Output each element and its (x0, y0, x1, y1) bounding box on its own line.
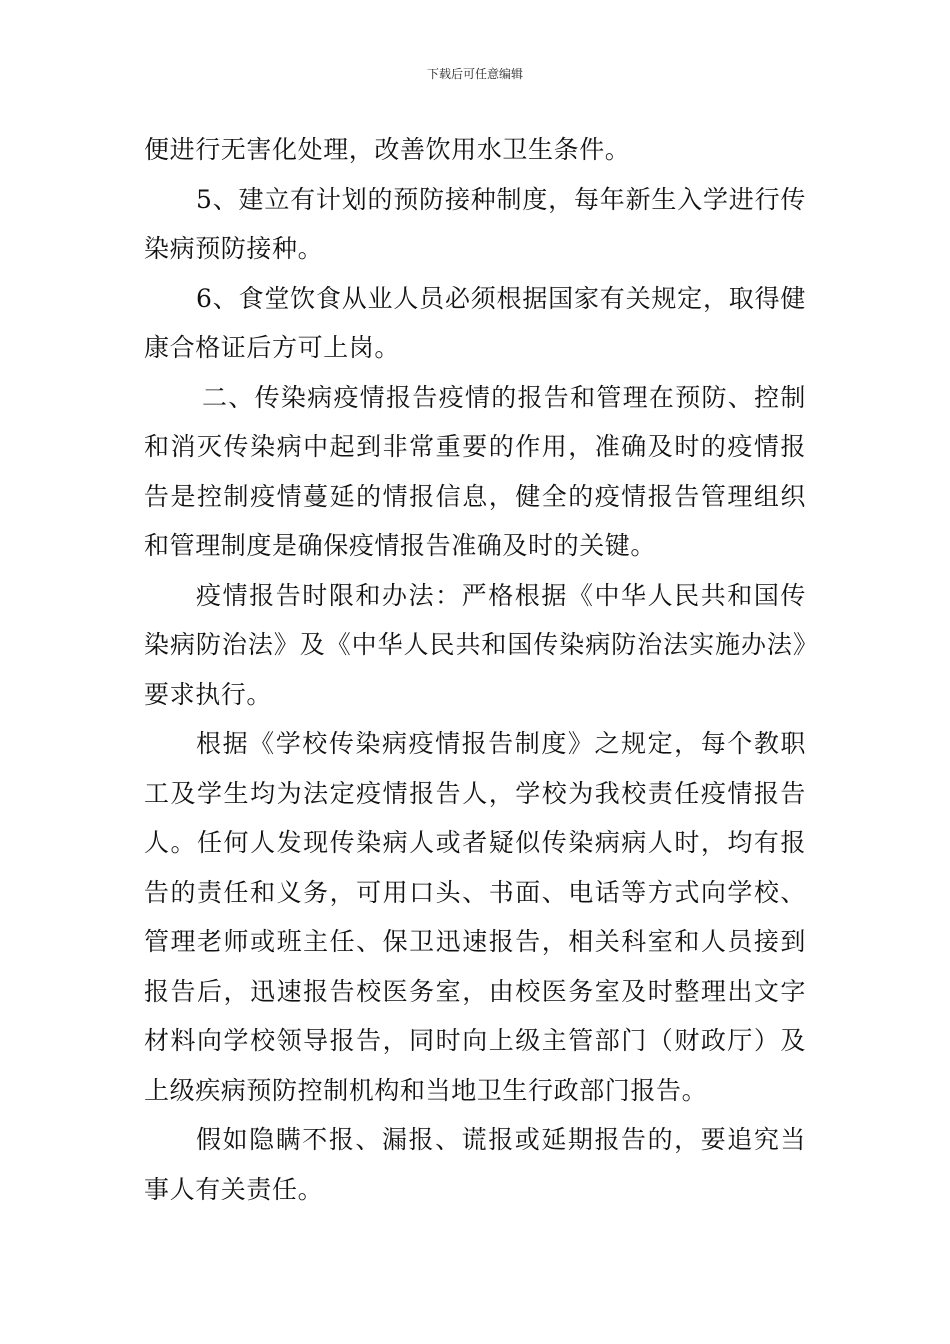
paragraph-report-deadline: 疫情报告时限和办法：严格根据《中华人民共和国传染病防治法》及《中华人民共和国传染病防治法实施办法》要求执行。 (144, 580, 806, 709)
page-header-note: 下载后可任意编辑 (426, 67, 523, 81)
document-body (144, 125, 806, 1214)
paragraph-continuation: 便进行无害化处理，改善饮用水卫生条件。 (144, 135, 631, 164)
paragraph-report-rules: 根据《学校传染病疫情报告制度》之规定，每个教职工及学生均为法定疫情报告人，学校为我校责任疫情报告人。任何人发现传染病人或者疑似传染病病人时，均有报告的责任和义务，可用口头、书面、电话等方式向学校、管理老师或班主任、保卫迅速报告，相关科室和人员接到报告后，迅速报告校医务室，由校医务室及时整理出文字材料向学校领导报告，同时向上级主管部门（财政厅）及上级疾病预防控制机构和当地卫生行政部门报告。 (144, 729, 806, 1105)
paragraph-accountability: 假如隐瞒不报、漏报、谎报或延期报告的，要追究当事人有关责任。 (144, 1125, 806, 1204)
paragraph-item-6: 6、食堂饮食从业人员必须根据国家有关规定，取得健康合格证后方可上岗。 (144, 283, 806, 362)
paragraph-section-2: 二、传染病疫情报告疫情的报告和管理在预防、控制和消灭传染病中起到非常重要的作用，准确及时的疫情报告是控制疫情蔓延的情报信息，健全的疫情报告管理组织和管理制度是确保疫情报告准确及时的关键。 (144, 382, 806, 560)
paragraph-item-5: 5、建立有计划的预防接种制度，每年新生入学进行传染病预防接种。 (144, 184, 806, 263)
